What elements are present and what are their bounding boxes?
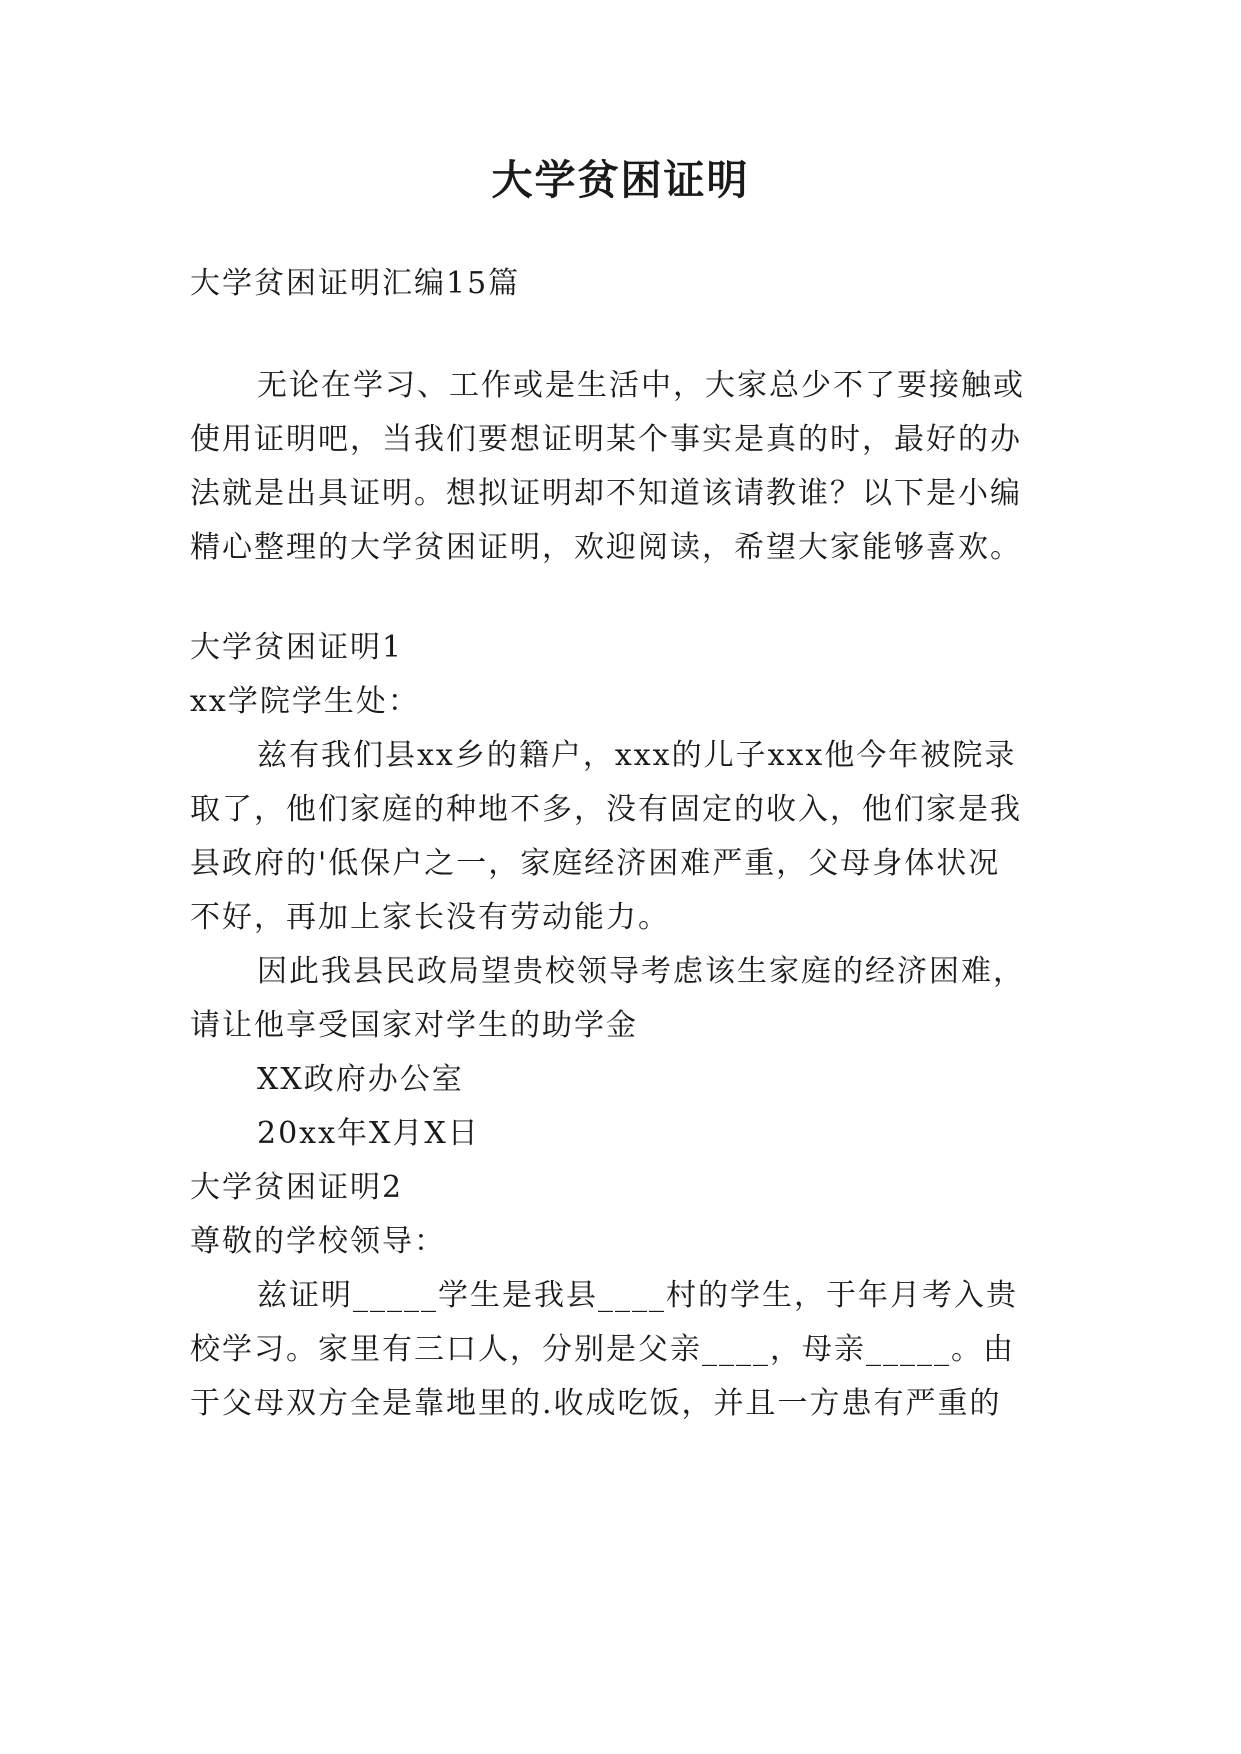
intro-line: 无论在学习、工作或是生活中，大家总少不了要接触或 [257, 368, 1025, 403]
salutation: 尊敬的学校领导： [190, 1224, 446, 1259]
paragraph-line: 不好，再加上家长没有劳动能力。 [190, 900, 670, 935]
document-title: 大学贫困证明 [491, 156, 750, 204]
intro-line: 法就是出具证明。想拟证明却不知道该请教谁？以下是小编 [190, 476, 1022, 511]
paragraph-line: 校学习。家里有三口人，分别是父亲____，母亲_____。由 [190, 1332, 1015, 1367]
paragraph-line: 因此我县民政局望贵校领导考虑该生家庭的经济困难， [257, 954, 1025, 989]
paragraph-line: 取了，他们家庭的种地不多，没有固定的收入，他们家是我 [190, 792, 1022, 827]
paragraph-line: 请让他享受国家对学生的助学金 [190, 1008, 638, 1043]
paragraph-line: 兹证明_____学生是我县____村的学生，于年月考入贵 [257, 1278, 1018, 1313]
intro-line: 使用证明吧，当我们要想证明某个事实是真的时，最好的办 [190, 422, 1022, 457]
section-heading: 大学贫困证明2 [190, 1170, 404, 1205]
intro-line: 精心整理的大学贫困证明，欢迎阅读，希望大家能够喜欢。 [190, 530, 1022, 565]
section-heading: 大学贫困证明1 [190, 630, 404, 665]
salutation: xx学院学生处： [190, 684, 420, 719]
document-subtitle: 大学贫困证明汇编15篇 [190, 266, 521, 301]
date: 20xx年X月X日 [257, 1116, 480, 1151]
signer: XX政府办公室 [257, 1062, 464, 1097]
paragraph-line: 兹有我们县xx乡的籍户，xxx的儿子xxx他今年被院录 [257, 738, 1017, 773]
paragraph-line: 县政府的'低保户之一，家庭经济困难严重，父母身体状况 [190, 846, 1001, 881]
paragraph-line: 于父母双方全是靠地里的.收成吃饭，并且一方患有严重的 [190, 1386, 1002, 1421]
